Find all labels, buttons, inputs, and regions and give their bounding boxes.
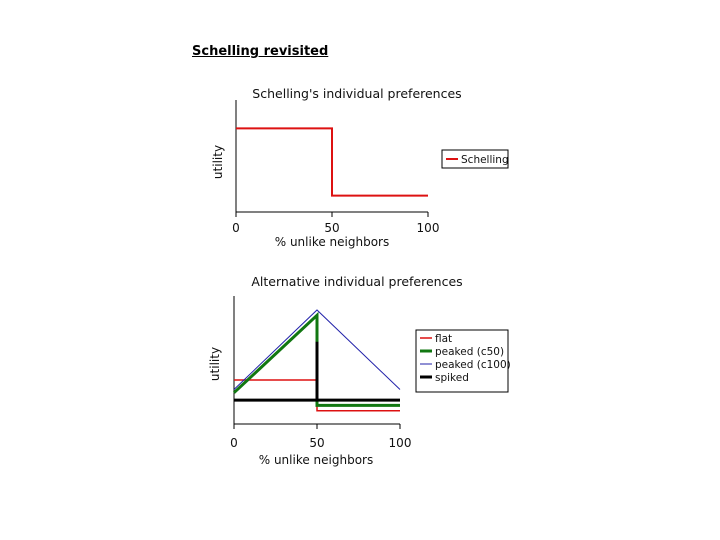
chart-1-tick-label-1: 50 [309,436,325,450]
chart-0-y-label: utility [211,144,225,180]
chart-1-legend-label-0: flat [435,333,453,345]
chart-0-tick-label-1: 50 [324,221,340,235]
chart-0-legend-label-0: Schelling [461,154,509,166]
slide-title: Schelling revisited [192,44,329,59]
chart-1-legend-label-3: spiked [435,372,469,384]
chart-0-title: Schelling's individual preferences [252,86,462,101]
chart-1-x-label: % unlike neighbors [258,453,374,467]
chart-0-series-schelling-line [236,128,428,195]
chart-1-tick-label-2: 100 [388,436,412,450]
chart-1-tick-label-0: 0 [230,436,238,450]
chart-1-title: Alternative individual preferences [251,274,463,289]
chart-0-tick-label-0: 0 [232,221,240,235]
chart-1-y-label: utility [208,346,222,382]
chart-1-legend-label-1: peaked (c50) [435,346,505,358]
chart-0-x-label: % unlike neighbors [274,235,390,249]
chart-0-tick-label-2: 100 [416,221,440,235]
chart-1-legend-label-2: peaked (c100) [435,359,511,371]
